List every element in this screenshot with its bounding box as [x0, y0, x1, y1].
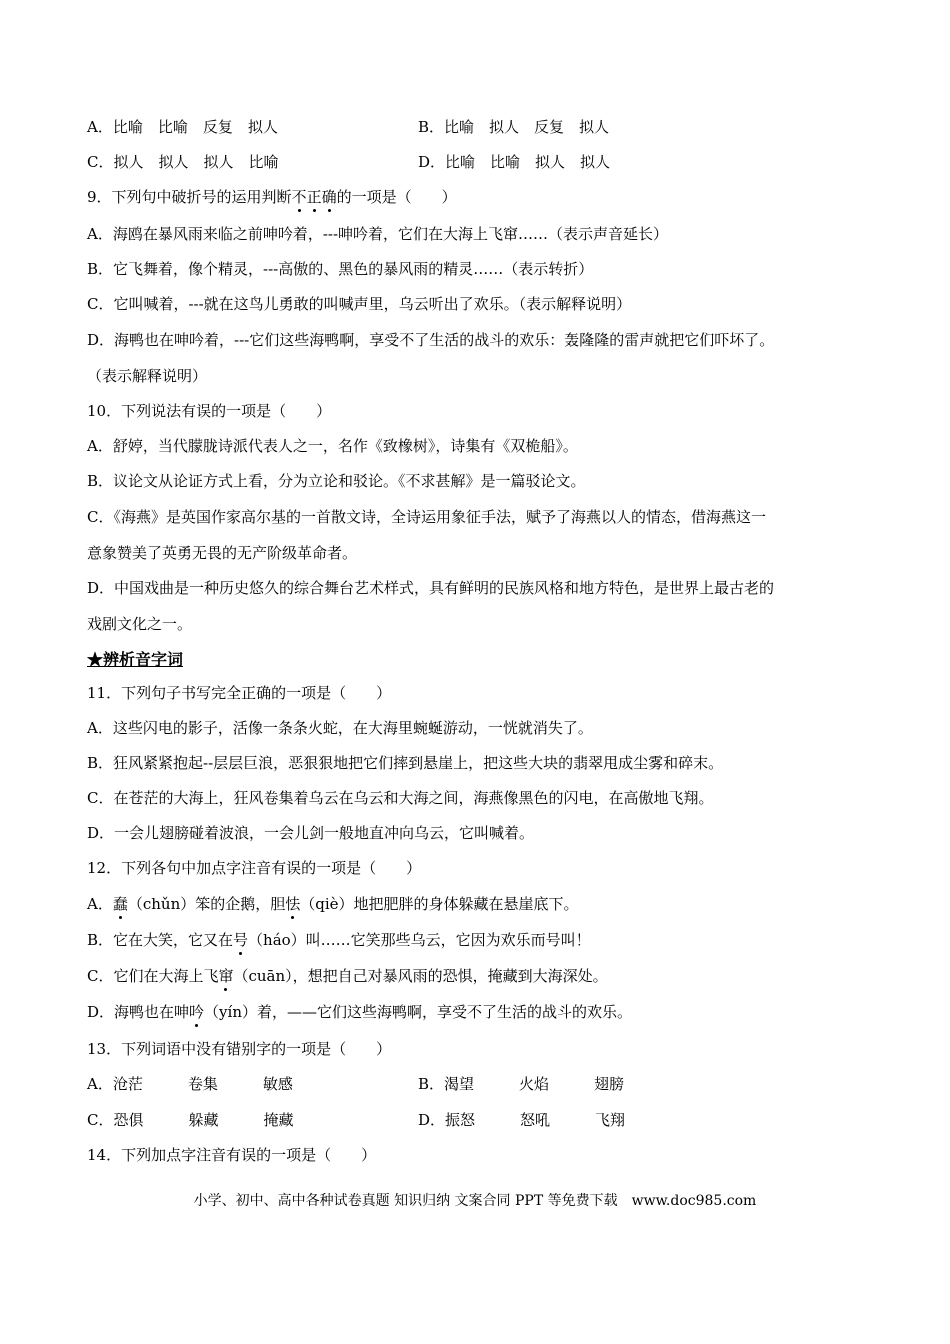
q12-option-c: [87, 966, 608, 986]
q13-option-a: A．沧茫 卷集 敏感: [87, 1075, 293, 1093]
q13-option-c: C．恐俱 躲藏 掩藏: [87, 1111, 294, 1129]
q12-a-post: （qiè）地把肥胖的身体躲藏在悬崖底下。: [300, 895, 579, 913]
emphasis-char: 正: [306, 188, 322, 206]
emphasis-char: 蠢: [112, 895, 128, 913]
q10-option-d-cont: 戏剧文化之一。: [87, 615, 193, 633]
q9-option-d-cont: （表示解释说明）: [87, 367, 208, 385]
q11-option-d: D．一会儿翅膀碰着波浪，一会儿剑一般地直冲向乌云，它叫喊着。: [87, 824, 535, 842]
page-footer: 小学、初中、高中各种试卷真题 知识归纳 文案合同 PPT 等免费下载 www.doc985.com: [193, 1193, 757, 1209]
q12-option-b: [87, 930, 591, 950]
q12-a-mid: （chǔn）笨的企鹅，胆: [127, 895, 286, 913]
q13-option-b: B．渴望 火焰 翅膀: [418, 1075, 625, 1093]
q11-stem: 11．下列句子书写完全正确的一项是（ ）: [87, 684, 392, 702]
q8-option-d: D．比喻 比喻 拟人 拟人: [418, 153, 611, 171]
q12-a-prefix: A．: [87, 895, 113, 913]
q9-stem: [87, 187, 457, 207]
q10-option-b: B．议论文从论证方式上看，分为立论和驳论。《不求甚解》是一篇驳论文。: [87, 472, 586, 490]
q9-stem-pre: 9．下列句中破折号的运用判断: [87, 188, 292, 206]
q13-option-d: D．振怒 怒吼 飞翔: [418, 1111, 626, 1129]
q13-stem: 13．下列词语中没有错别字的一项是（ ）: [87, 1040, 392, 1058]
q9-option-a: A．海鸥在暴风雨来临之前呻吟着，---呻吟着，它们在大海上飞窜……（表示声音延长）: [87, 225, 669, 243]
q12-b-prefix: B．它在大笑，它又在: [87, 931, 234, 949]
q8-option-c: C．拟人 拟人 拟人 比喻: [87, 153, 279, 171]
q12-option-a: [87, 894, 579, 914]
q9-option-b: B．它飞舞着，像个精灵，---高傲的、黑色的暴风雨的精灵……（表示转折）: [87, 260, 594, 278]
emphasis-char: 不: [291, 188, 307, 206]
emphasis-char: 号: [233, 931, 249, 949]
q8-option-a: A．比喻 比喻 反复 拟人: [87, 118, 278, 136]
emphasis-char: 确: [321, 188, 337, 206]
q12-c-prefix: C．它们在大海上飞: [87, 967, 219, 985]
q12-d-post: （yín）着，——它们这些海鸭啊，享受不了生活的战斗的欢乐。: [204, 1003, 632, 1021]
q14-stem: 14．下列加点字注音有误的一项是（ ）: [87, 1146, 377, 1164]
q12-stem: 12．下列各句中加点字注音有误的一项是（ ）: [87, 859, 422, 877]
q11-option-c: C．在苍茫的大海上，狂风卷集着乌云在乌云和大海之间，海燕像黑色的闪电，在高傲地飞翔。: [87, 789, 714, 807]
q9-option-d: D．海鸭也在呻吟着，---它们这些海鸭啊，享受不了生活的战斗的欢乐：轰隆隆的雷声就把它们吓坏了。: [87, 331, 775, 349]
q12-option-d: [87, 1002, 632, 1022]
q10-option-a: A．舒婷，当代朦胧诗派代表人之一，名作《致橡树》，诗集有《双桅船》。: [87, 437, 578, 455]
emphasis-char: 怯: [285, 895, 301, 913]
section-heading: ★辨析音字词: [87, 650, 184, 669]
q11-option-a: A．这些闪电的影子，活像一条条火蛇，在大海里蜿蜒游动，一恍就消失了。: [87, 719, 593, 737]
q12-b-post: （háo）叫……它笑那些乌云，它因为欢乐而号叫！: [248, 931, 591, 949]
q8-option-b: B．比喻 拟人 反复 拟人: [418, 118, 610, 136]
q11-option-b: B．狂风紧紧抱起--层层巨浪，恶狠狠地把它们摔到悬崖上，把这些大块的翡翠甩成尘雾和碎末。: [87, 754, 724, 772]
q10-option-c: C．《海燕》是英国作家高尔基的一首散文诗，全诗运用象征手法，赋予了海燕以人的情态，借海燕这一: [87, 508, 766, 526]
q12-d-prefix: D．海鸭也在呻: [87, 1003, 190, 1021]
q9-option-c: C．它叫喊着，---就在这鸟儿勇敢的叫喊声里，乌云听出了欢乐。（表示解释说明）: [87, 295, 632, 313]
q12-c-post: （cuān），想把自己对暴风雨的恐惧，掩藏到大海深处。: [233, 967, 608, 985]
q10-stem: 10．下列说法有误的一项是（ ）: [87, 402, 332, 420]
q9-stem-post: 的一项是（ ）: [336, 188, 457, 206]
emphasis-char: 吟: [189, 1003, 205, 1021]
q10-option-c-cont: 意象赞美了英勇无畏的无产阶级革命者。: [87, 544, 358, 562]
emphasis-char: 窜: [218, 967, 234, 985]
q10-option-d: D．中国戏曲是一种历史悠久的综合舞台艺术样式，具有鲜明的民族风格和地方特色，是世界上最古老的: [87, 579, 775, 597]
